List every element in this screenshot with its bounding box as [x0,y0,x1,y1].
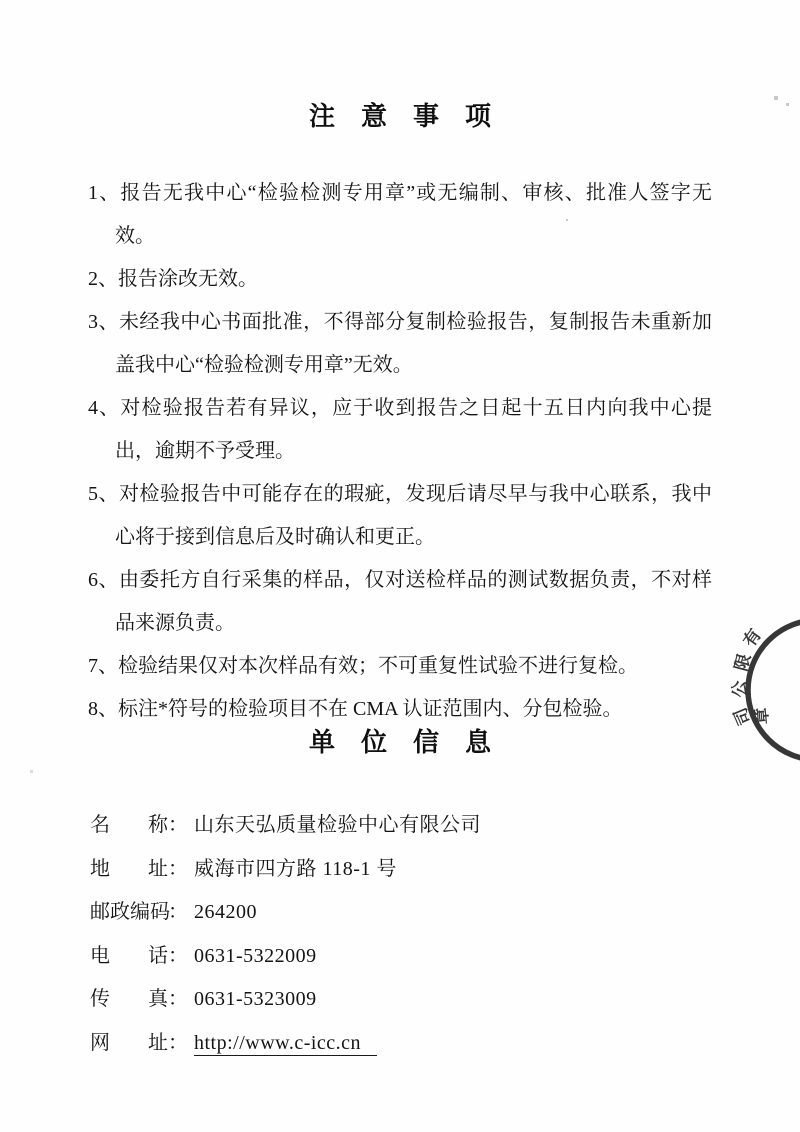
seal-char: 限 [731,651,756,674]
item-number: 8、 [88,698,118,720]
info-colon: ： [168,944,188,967]
info-colon: ： [168,1031,188,1054]
info-label: 邮政编码 [90,901,170,923]
info-row-postcode [90,891,650,935]
notice-list [88,172,712,731]
scan-artifact [774,96,778,100]
item-text: 报告无我中心“检验检测专用章”或无编制、审核、批准人签字无效。 [115,182,712,247]
info-colon: ： [168,857,188,880]
notice-title: 注意事项 [308,101,517,131]
website-url-value: http://www.c-icc.cn [194,1032,377,1056]
scan-artifact [566,219,568,221]
info-label: 传真 [90,988,168,1010]
item-number: 7、 [88,655,118,677]
company-name-value: 山东天弘质量检验中心有限公司 [194,814,481,836]
scan-artifact [786,103,789,106]
info-row-website [90,1022,650,1066]
info-label: 网址 [90,1031,168,1054]
item-text: 未经我中心书面批准，不得部分复制检验报告，复制报告未重新加盖我中心“检验检测专用章”无效。 [115,311,713,376]
fax-value: 0631-5323009 [194,988,317,1010]
item-number: 3、 [88,311,119,333]
notice-item [88,473,712,559]
item-text: 对检验报告若有异议，应于收到报告之日起十五日内向我中心提出，逾期不予受理。 [115,397,713,462]
item-number: 4、 [88,397,121,419]
notice-item [88,301,712,387]
item-number: 2、 [88,268,118,290]
item-text: 对检验报告中可能存在的瑕疵，发现后请尽早与我中心联系，我中心将于接到信息后及时确认和更正。 [115,483,713,548]
postcode-value: 264200 [194,901,257,923]
unit-info-title: 单位信息 [308,727,517,757]
item-text: 报告涂改无效。 [118,268,258,290]
item-text: 由委托方自行采集的样品，仅对送检样品的测试数据负责，不对样品来源负责。 [115,569,713,634]
info-row-address [90,848,650,892]
info-colon: ： [168,901,188,923]
unit-info-list [90,804,650,1065]
item-number: 1、 [88,182,121,204]
item-number: 6、 [88,569,119,591]
company-seal-stamp [722,598,800,783]
info-row-fax [90,978,650,1022]
info-label: 名称 [90,814,168,836]
info-row-phone [90,935,650,979]
seal-char: 有 [739,625,766,651]
info-label: 地址 [90,857,168,880]
info-colon: ： [168,814,188,836]
notice-item [88,559,712,645]
info-label: 电话 [90,944,168,967]
item-text: 检验结果仅对本次样品有效；不可重复性试验不进行复检。 [118,655,638,677]
notice-item [88,387,712,473]
seal-inner-char: 章 [751,706,773,726]
item-number: 5、 [88,483,119,505]
notice-item [88,258,712,301]
notice-item [88,172,712,258]
seal-char: 公 [729,679,751,699]
phone-value: 0631-5322009 [194,944,317,967]
scan-artifact [30,770,33,773]
info-row-name [90,804,650,848]
item-text: 标注*符号的检验项目不在 CMA 认证范围内、分包检验。 [118,698,623,720]
notice-item [88,645,712,688]
seal-char: 司 [730,704,756,728]
info-colon: ： [168,988,188,1010]
address-value: 威海市四方路 118-1 号 [194,857,397,880]
